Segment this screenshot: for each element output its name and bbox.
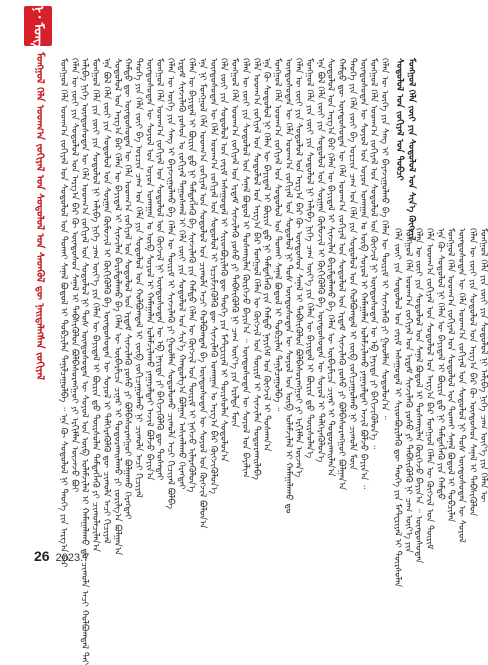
text-column: ᠮᠣᠩᠭᠣᠯ ᠬᠡᠯᠡ ᠤᠳᠬ᠎ᠠ ᠵᠣᠬᠢᠶᠠᠯ ᠤᠨ ᠰᠤᠳᠤᠯᠤᠯ ᠤᠨ ᠲᠤᠬᠠᠢ ᠰᠠᠨᠠᠯ ᠪᠣᠳᠤᠯ ᠢ ᠲᠣᠪᠴᠢᠯᠠᠨ ᠲᠠᠨᠢᠯᠴᠠᠭᠤᠯᠪᠠ ᠃ ᠡᠨᠡ ᠬᠦ ᠰᠤᠳᠤᠯᠤᠯ ᠨᠢ ᠲᠡᠦᠬᠡ ᠶᠢᠨ ᠠᠷᠭ᠎ᠠ ᠪᠠᠷ [58,58,68,568]
text-column: ᠬᠡᠯᠡᠨ ᠦ ᠵᠦᠢ ᠶᠢᠨ ᠰᠤᠳᠤᠯᠤᠯ ᠤᠨ ᠰᠠᠨᠠᠯ ᠪᠣᠳᠤᠯ ᠢ ᠲᠤᠰᠬᠠᠢᠯᠠᠨ ᠬᠦᠷᠭᠡᠵᠦ ᠪᠠᠶᠢᠨ᠎ᠠ ᠃ ᠦᠨᠳᠦᠰᠦᠲᠡᠨ [413,228,423,564]
text-column: ᠮᠣᠩᠭᠣᠯ ᠬᠡᠯᠡ ᠤᠳᠬ᠎ᠠ ᠵᠣᠬᠢᠶᠠᠯ ᠤᠨ ᠡᠷᠳᠡᠮ ᠰᠢᠨᠵᠢᠯᠡᠬᠦ ᠶᠤᠰᠤ ᠶᠢ ᠳᠡᠪᠰᠢᠭᠦᠯᠬᠦ ᠨᠢ ᠴᠠᠭ ᠦᠶ᠎ᠡ ᠶᠢᠨ ᠡᠷᠢᠯᠲᠡ ᠮᠥᠨ [229,58,239,428]
text-column: ᠮᠣᠩᠭᠣᠯ ᠬᠡᠯᠡ ᠶᠢᠨ ᠵᠦᠢ ᠶᠢᠨ ᠰᠤᠳᠤᠯᠤᠯ ᠨᠢ ᠠᠯᠢᠪᠠ ᠨᠢᠭᠡ ᠴᠠᠭ ᠦᠶ᠎ᠡ ᠶᠢᠨ ᠬᠡᠯᠡᠨ ᠦ [478,228,488,503]
text-column: ᠬᠡᠯᠡᠨ ᠦ ᠦᠭᠡ ᠶᠢᠨ ᠰᠠᠩ ᠢ ᠪᠠᠶᠠᠵᠢᠭᠤᠯᠬᠤ ᠪᠠ ᠬᠡᠯᠡᠨ ᠦ ᠳᠦᠷᠢᠮ ᠢ ᠰᠢᠨᠵᠢᠯᠡᠬᠦ ᠶᠢ ᠭᠣᠣᠯᠯᠠᠨ ᠰᠤᠳᠤᠯᠤᠬᠤ ᠴᠢᠬᠤᠯᠠ ᠠᠴᠢ ᠬᠢᠴᠢᠶᠡᠯ ᠪᠣᠯᠪᠠ [165,58,175,509]
section-heading-line: ᠰᠤᠳᠤᠯᠤᠯ ᠤᠨ ᠵᠣᠬᠢᠶᠠᠯ ᠤᠨ ᠲᠣᠪᠴᠢ [394,58,404,181]
text-column: ᠮᠣᠩᠭᠣᠯ ᠬᠡᠯᠡ ᠤᠳᠬ᠎ᠠ ᠵᠣᠬᠢᠶᠠᠯ ᠤᠨ ᠰᠤᠳᠤᠯᠤᠯ ᠤᠨ ᠬᠥᠭᠵᠢᠯ ᠨᠢ ᠦᠨᠳᠦᠰᠦᠲᠡᠨ ᠦ ᠡᠪ ᠨᠡᠶᠢᠲᠡ ᠶᠢ ᠪᠡᠬᠢᠵᠢᠭᠦᠯᠬᠦ ᠳᠦ ᠲᠤᠰᠠᠲᠠᠢ [154,58,164,481]
running-title: ᠮᠣᠩᠭᠣᠯ ᠬᠡᠯᠡ ᠤᠳᠬ᠎ᠠ ᠵᠣᠬᠢᠶᠠᠯ ᠤᠨ ᠰᠤᠳᠤᠯᠤᠯ ᠤᠨ ᠰᠡᠳᠬᠦᠯ ᠳᠦ ᠨᠡᠢᠲᠡᠯᠡᠭᠰᠡᠨ ᠵᠣᠬᠢᠶᠠᠯ [34,52,45,380]
text-column: ᠡᠨᠡ ᠪᠣᠯ ᠬᠡᠯᠡ ᠵᠦᠢ ᠶᠢᠨ ᠰᠤᠳᠤᠯᠤᠯ ᠤᠨ ᠰᠤᠷᠭᠠᠨ ᠬᠥᠮᠦᠵᠢᠯ ᠢ ᠬᠥᠬᠢᠭᠦᠯᠬᠦ ᠪᠠ ᠦᠨᠳᠦᠰᠦᠲᠡᠨ ᠦ ᠰᠣᠶᠣᠯ ᠢ ᠳᠡᠯᠭᠡᠷᠡᠭᠦᠯᠬᠦ ᠳᠦ ᠴᠢᠬᠤᠯᠠ ᠠᠴᠢ ᠬᠢᠴᠢᠶᠡᠯ [101,58,111,544]
text-column: ᠡᠷᠳᠡᠮ ᠰᠢᠨᠵᠢᠯᠡᠬᠦ ᠶᠤᠰᠤᠨ ᠤ ᠵᠣᠬᠢᠶᠠᠯ ᠳᠠᠭᠤᠰᠬᠠᠯ ᠢ ᠬᠡᠯᠡ ᠵᠦᠢ ᠶᠢᠨ ᠰᠤᠳᠤᠯᠤᠯ ᠤᠨ ᠰᠢᠨ᠎ᠡ ᠬᠠᠨᠳᠤᠯᠭ᠎ᠠ ᠪᠣᠯᠭᠠᠨ ᠠᠰᠢᠭᠯᠠᠬᠤ ᠬᠡᠷᠡᠭᠲᠡᠢ [176,58,186,490]
text-column: ᠲᠡᠦᠬᠡ ᠶᠢᠨ ᠬᠡᠯᠡ ᠵᠦᠢ ᠪᠠ ᠣᠷᠴᠢᠨ ᠴᠠᠭ ᠤᠨ ᠬᠡᠯᠡ ᠶᠢᠨ ᠰᠤᠳᠤᠯᠤᠯ ᠤᠨ ᠬᠣᠯᠪᠣᠭᠳᠠᠯ ᠢ ᠵᠥᠪ ᠵᠣᠬᠢᠴᠠᠭᠤᠯᠬᠤ ᠨᠢ ᠴᠢᠬᠤᠯᠠ ᠠᠴᠢ ᠬᠢᠴᠢᠶᠡᠯ [133,58,143,498]
text-column: ᠬᠡᠯᠡᠨ ᠦ ᠦᠭᠡ ᠶᠢᠨ ᠰᠠᠩ ᠢ ᠪᠠᠶᠠᠵᠢᠭᠤᠯᠬᠤ ᠪᠠ ᠬᠡᠯᠡᠨ ᠦ ᠳᠦᠷᠢᠮ ᠢ ᠰᠢᠨᠵᠢᠯᠡᠬᠦ ᠶᠢ ᠭᠣᠣᠯᠯᠠᠨ ᠰᠤᠳᠤᠯᠤᠨ᠎ᠠ ᠃ [379,58,389,420]
text-column: ᠲᠡᠦᠬᠡ ᠶᠢᠨ ᠬᠡᠯᠡ ᠵᠦᠢ ᠪᠠ ᠣᠷᠴᠢᠨ ᠴᠠᠭ ᠤᠨ ᠬᠡᠯᠡ ᠶᠢᠨ ᠰᠤᠳᠤᠯᠤᠯ ᠤᠨ ᠬᠣᠯᠪᠣᠭᠳᠠᠯ ᠢ ᠵᠥᠪ ᠵᠣᠬᠢᠴᠠᠭᠤᠯᠬᠤ ᠨᠢ ᠴᠢᠬᠤᠯᠠ ᠮᠥᠨ [347,58,357,471]
text-column: ᠬᠠᠮᠲᠤ ᠳᠦ ᠦᠨᠳᠦᠰᠦᠲᠡᠨ ᠦ ᠬᠡᠯᠡ ᠤᠳᠬ᠎ᠠ ᠵᠣᠬᠢᠶᠠᠯ ᠤᠨ ᠰᠤᠳᠤᠯᠤᠯ ᠤᠨ ᠡᠷᠳᠡᠮ ᠰᠢᠨᠵᠢᠯᠡᠬᠦ ᠶᠤᠰᠤ ᠶᠢ ᠪᠣᠯᠪᠠᠰᠤᠷᠠᠩᠭᠤᠢ ᠪᠣᠯᠭᠠᠨ᠎ᠠ [336,58,346,491]
text-column: ᠰᠤᠳᠤᠯᠤᠯ ᠤᠨ ᠠᠷᠭ᠎ᠠ ᠪᠠᠷ ᠬᠡᠯᠡᠨ ᠦ ᠪᠠᠶᠢᠳᠠᠯ ᠢ ᠰᠢᠨᠵᠢᠯᠡᠨ ᠪᠠᠷᠢᠮᠲᠠᠯᠠᠬᠤ ᠪᠠ ᠬᠡᠯᠡᠨ ᠦ ᠥᠪᠡᠷᠮᠢᠴᠡ ᠴᠢᠨᠠᠷ ᠢ ᠲᠣᠳᠣᠷᠬᠠᠢᠯᠠᠬᠤ ᠶᠢ ᠵᠣᠷᠢᠯᠭ᠎ᠠ ᠪᠣᠯᠭᠠᠨ᠎ᠠ [112,58,122,556]
text-column: ᠬᠡᠯᠡᠨ ᠦ ᠵᠦᠢ ᠶᠢᠨ ᠰᠤᠳᠤᠯᠤᠯ ᠤᠨ ᠠᠷᠭ᠎ᠠ ᠪᠠᠷ ᠬᠦ ᠦᠨᠳᠦᠰᠦᠨ ᠰᠠᠨᠠᠯ ᠢ ᠳᠡᠪᠰᠢᠭᠦᠯᠦᠨ ᠪᠣᠯᠪᠠᠰᠤᠷᠠᠩᠭᠤᠢ ᠶᠢ ᠡᠷᠬᠢᠮᠯᠡᠨ ᠦᠵᠡᠵᠦ ᠪᠣᠢ [69,58,79,493]
text-column: ᠮᠣᠩᠭᠣᠯ ᠬᠡᠯᠡ ᠤᠳᠬ᠎ᠠ ᠵᠣᠬᠢᠶᠠᠯ ᠤᠨ ᠰᠤᠳᠤᠯᠤᠯ ᠤᠨ ᠲᠤᠬᠠᠢ ᠰᠠᠨᠠᠯ ᠪᠣᠳᠤᠯ ᠢ ᠲᠣᠪᠴᠢᠯᠠᠨ ᠲᠠᠨᠢᠯᠴᠠᠭᠤᠯᠪᠠ ᠃ [272,58,282,412]
text-column: ᠬᠡᠯᠡ ᠵᠦᠢ ᠶᠢᠨ ᠰᠤᠳᠤᠯᠤᠯ ᠤᠨ ᠵᠠᠷᠢᠮ ᠠᠰᠠᠭᠤᠳᠠᠯ ᠢ ᠰᠢᠢᠳᠪᠦᠷᠢᠯᠡᠬᠦ ᠳᠦ ᠲᠡᠦᠬᠡ ᠶᠢᠨ ᠮᠠᠲ᠋ᠧᠷᠢᠶᠠᠯ ᠢ ᠳᠦᠷᠰᠦᠯᠡᠨ ᠰᠤᠳᠤᠯᠤᠨ᠎ᠠ [218,58,228,462]
page-folio [34,548,89,564]
text-column: ᠡᠨᠡ ᠬᠦ ᠰᠤᠳᠤᠯᠤᠯ ᠨᠢ ᠬᠡᠯᠡᠨ ᠦ ᠪᠠᠶᠢᠳᠠᠯ ᠢ ᠪᠦᠷᠢᠨ ᠳ᠋ᠦ ᠨᠢ ᠲᠡᠮᠳᠡᠭᠯᠡᠬᠦ ᠶᠢᠨ ᠬᠠᠮᠲᠤ [435,228,445,500]
text-column: ᠦᠨᠳᠦᠰᠦᠲᠡᠨ ᠦ ᠬᠡᠯᠡ ᠤᠳᠬ᠎ᠠ ᠵᠣᠬᠢᠶᠠᠯ ᠤᠨ ᠰᠤᠳᠤᠯᠤᠯ ᠢ ᠡᠷᠴᠢᠮᠵᠢᠭᠦᠯᠬᠦ ᠳᠦ ᠰᠢᠨᠵᠢᠯᠡᠬᠦ ᠤᠬᠠᠭᠠᠨ ᠤ ᠠᠷᠭ᠎ᠠ ᠪᠠᠷ ᠬᠥᠭᠵᠢᠭᠦᠯᠦᠨ᠎ᠡ [208,58,218,494]
text-column: ᠬᠡᠯᠡᠨ ᠦ ᠪᠠᠶᠢᠳᠠᠯ ᠢ ᠪᠦᠷᠢᠨ ᠳ᠋ᠦ ᠨᠢ ᠲᠡᠮᠳᠡᠭᠯᠡᠬᠦ ᠪᠠ ᠰᠢᠨᠵᠢᠯᠡᠬᠦ ᠶᠢᠨ ᠬᠠᠮᠲᠤ ᠬᠡᠯᠡᠨ ᠦ ᠬᠥᠭᠵᠢᠯ ᠤᠨ ᠳᠦᠷᠢᠮ ᠢ ᠨᠡᠬᠡᠵᠦ ᠢᠯᠡᠷᠡᠭᠦᠯᠦᠨ᠎ᠡ [186,58,196,493]
text-column: ᠮᠣᠩᠭᠣᠯ ᠬᠡᠯᠡ ᠤᠳᠬ᠎ᠠ ᠵᠣᠬᠢᠶᠠᠯ ᠤᠨ ᠡᠷᠳᠡᠮ ᠰᠢᠨᠵᠢᠯᠡᠬᠦ ᠶᠤᠰᠤ ᠶᠢ ᠳᠡᠪᠰᠢᠭᠦᠯᠬᠦ ᠨᠢ ᠴᠠᠭ ᠦᠶ᠎ᠡ ᠶᠢᠨ [403,228,413,553]
text-column: ᠦᠨᠳᠦᠰᠦᠲᠡᠨ ᠦ ᠬᠡᠯᠡ ᠤᠳᠬ᠎ᠠ ᠵᠣᠬᠢᠶᠠᠯ ᠤᠨ ᠰᠤᠳᠤᠯᠤᠯ ᠨᠢ ᠲᠤᠰ ᠦᠨᠳᠦᠰᠦᠲᠡᠨ ᠦ ᠰᠣᠶᠣᠯ [456,228,466,543]
text-column: ᠬᠡᠯᠡᠨ ᠦ ᠵᠦᠢ ᠶᠢᠨ ᠰᠤᠳᠤᠯᠤᠯ ᠤᠨ ᠠᠷᠭ᠎ᠠ ᠪᠠᠷ ᠬᠦ ᠦᠨᠳᠦᠰᠦᠨ ᠰᠠᠨᠠᠯ ᠢ ᠳᠡᠪᠰᠢᠭᠦᠯᠦᠨ [467,228,477,517]
text-column: ᠮᠣᠩᠭᠣᠯ ᠬᠡᠯᠡ ᠶᠢᠨ ᠵᠦᠢ ᠶᠢᠨ ᠰᠤᠳᠤᠯᠤᠯ ᠨᠢ ᠠᠯᠢᠪᠠ ᠨᠢᠭᠡ ᠴᠠᠭ ᠦᠶ᠎ᠡ ᠶᠢᠨ ᠬᠡᠯᠡᠨ ᠦ ᠪᠠᠶᠢᠳᠠᠯ ᠢ ᠪᠦᠷᠢᠨ ᠳ᠋ᠦ ᠳᠦᠷᠰᠦᠯᠡᠨ ᠲᠡᠮᠳᠡᠭᠯᠡᠬᠦ ᠶᠢ ᠴᠢᠬᠤᠯᠠᠴᠢᠯᠠᠨ᠎ᠠ [90,58,100,552]
page-number: 26 [34,548,50,564]
text-column: ᠦᠨᠳᠦᠰᠦᠲᠡᠨ ᠦ ᠬᠡᠯᠡ ᠤᠳᠬ᠎ᠠ ᠵᠣᠬᠢᠶᠠᠯ ᠤᠨ ᠰᠤᠳᠤᠯᠤᠯ ᠨᠢ ᠲᠤᠰ ᠦᠨᠳᠦᠰᠦᠲᠡᠨ ᠦ ᠰᠣᠶᠣᠯ ᠤᠨ ᠥᠪ ᠤᠯᠠᠮᠵᠢᠯᠠᠯ ᠢ ᠬᠠᠮᠠᠭᠠᠯᠠᠬᠤ ᠳᠤ [283,58,293,514]
text-column: ᠬᠡᠯᠡ ᠤᠳᠬ᠎ᠠ ᠵᠣᠬᠢᠶᠠᠯ ᠤᠨ ᠰᠤᠳᠤᠯᠤᠯ ᠤᠨ ᠠᠷᠭ᠎ᠠ ᠪᠠᠷ ᠮᠣᠩᠭᠣᠯ ᠬᠡᠯᠡᠨ ᠦ ᠬᠥᠭᠵᠢᠯ ᠤᠨ ᠳᠦᠷᠢᠮ ᠢ ᠰᠢᠨᠵᠢᠯᠡᠨ ᠲᠣᠳᠣᠷᠬᠠᠢᠯᠠᠪᠠ [251,58,261,480]
text-column: ᠡᠨᠡ ᠨᠢ ᠮᠣᠩᠭᠣᠯ ᠬᠡᠯᠡ ᠤᠳᠬ᠎ᠠ ᠵᠣᠬᠢᠶᠠᠯ ᠤᠨ ᠰᠤᠳᠤᠯᠤᠯ ᠤᠨ ᠴᠢᠬᠤᠯᠠ ᠠᠴᠢ ᠬᠣᠯᠪᠣᠭᠳᠠᠯ ᠪᠠ ᠦᠨᠳᠦᠰᠦᠲᠡᠨ ᠦ ᠰᠣᠶᠣᠯ ᠤᠨ ᠬᠥᠭᠵᠢᠯ ᠪᠣᠯᠤᠨ᠎ᠠ [197,58,207,529]
text-column: ᠮᠣᠩᠭᠣᠯ ᠬᠡᠯᠡ ᠤᠳᠬ᠎ᠠ ᠵᠣᠬᠢᠶᠠᠯ ᠤᠨ ᠰᠤᠳᠤᠯᠤᠯ ᠤᠨ ᠲᠤᠬᠠᠢ ᠰᠠᠨᠠᠯ ᠪᠣᠳᠤᠯ ᠢ ᠲᠣᠪᠴᠢᠯᠠᠨ [445,228,455,523]
text-column: ᠬᠡᠯᠡ ᠵᠦᠢ ᠶᠢᠨ ᠰᠤᠳᠤᠯᠤᠯ ᠤᠨ ᠵᠠᠷᠢᠮ ᠠᠰᠠᠭᠤᠳᠠᠯ ᠢ ᠰᠢᠢᠳᠪᠦᠷᠢᠯᠡᠬᠦ ᠳᠦ ᠲᠡᠦᠬᠡ ᠶᠢᠨ ᠮᠠᠲ᠋ᠧᠷᠢᠶᠠᠯ ᠢ ᠳᠦᠷᠰᠦᠯᠡᠨ [392,228,402,588]
text-column: ᠬᠡᠯᠡᠨ ᠦ ᠵᠦᠢ ᠶᠢᠨ ᠰᠤᠳᠤᠯᠤᠯ ᠤᠨ ᠰᠠᠨᠠᠯ ᠪᠣᠳᠤᠯ ᠢ ᠲᠤᠰᠬᠠᠢᠯᠠᠨ ᠬᠦᠷᠭᠡᠵᠦ ᠪᠠᠶᠢᠨ᠎ᠠ ᠃ ᠦᠨᠳᠦᠰᠦᠲᠡᠨ ᠦ ᠰᠣᠶᠣᠯ ᠤᠨ ᠪᠠᠶᠠᠯᠢᠭ [240,58,250,478]
issue-date: 2023.7 [55,552,90,564]
text-column: ᠠᠯᠢᠪᠠ ᠨᠢᠭᠡ ᠦᠨᠳᠦᠰᠦᠲᠡᠨ ᠦ ᠬᠡᠯᠡ ᠤᠳᠬ᠎ᠠ ᠵᠣᠬᠢᠶᠠᠯ ᠤᠨ ᠰᠤᠳᠤᠯᠤᠯ ᠨᠢ ᠲᠤᠰ ᠦᠨᠳᠦᠰᠦᠲᠡᠨ ᠦ ᠰᠣᠶᠣᠯ ᠤᠨ ᠥᠪ ᠤᠯᠠᠮᠵᠢᠯᠠᠯ ᠢ ᠬᠠᠮᠠᠭᠠᠯᠠᠬᠤ ᠳᠤ ᠴᠢᠬᠤᠯᠠ ᠠᠴᠢ ᠬᠣᠯᠪᠣᠭᠳᠠᠯ ᠲᠠᠢ [79,58,89,665]
text-column: ᠦᠨᠳᠦᠰᠦᠲᠡᠨ ᠦ ᠰᠣᠶᠣᠯ ᠤᠨ ᠣᠶᠤᠨ ᠤᠬᠠᠭᠠᠨ ᠤ ᠥᠪ ᠰᠣᠶᠣᠯ ᠢ ᠬᠠᠮᠠᠭᠠᠯᠠᠨ ᠤᠯᠠᠮᠵᠢᠯᠠᠬᠤ ᠶᠠᠭᠠᠷᠠᠯᠲᠠᠢ ᠠᠵᠢᠯ ᠪᠣᠯᠵᠤ ᠪᠠᠶᠢᠨ᠎ᠠ [144,58,154,481]
section-badge [24,6,52,46]
text-column: ᠡᠨᠡ ᠪᠣᠯ ᠬᠡᠯᠡ ᠵᠦᠢ ᠶᠢᠨ ᠰᠤᠳᠤᠯᠤᠯ ᠤᠨ ᠰᠤᠷᠭᠠᠨ ᠬᠥᠮᠦᠵᠢᠯ ᠢ ᠬᠥᠬᠢᠭᠦᠯᠬᠦ ᠪᠠ ᠦᠨᠳᠦᠰᠦᠲᠡᠨ ᠦ ᠰᠣᠶᠣᠯ ᠢ ᠳᠡᠯᠭᠡᠷᠡᠭᠦᠯᠦᠨ᠎ᠡ [315,58,325,463]
text-column: ᠬᠡᠯᠡᠨ ᠦ ᠵᠦᠢ ᠶᠢᠨ ᠰᠤᠳᠤᠯᠤᠯ ᠤᠨ ᠠᠷᠭ᠎ᠠ ᠪᠠᠷ ᠬᠦ ᠦᠨᠳᠦᠰᠦᠨ ᠰᠠᠨᠠᠯ ᠢ ᠳᠡᠪᠰᠢᠭᠦᠯᠦᠨ ᠪᠣᠯᠪᠠᠰᠤᠷᠠᠩᠭᠤᠢ ᠶᠢ ᠡᠷᠬᠢᠮᠯᠡᠨ ᠦᠵᠡᠨ᠎ᠡ [293,58,303,478]
text-column: ᠮᠣᠩᠭᠣᠯ ᠬᠡᠯᠡ ᠶᠢᠨ ᠵᠦᠢ ᠶᠢᠨ ᠰᠤᠳᠤᠯᠤᠯ ᠨᠢ ᠠᠯᠢᠪᠠ ᠨᠢᠭᠡ ᠴᠠᠭ ᠦᠶ᠎ᠡ ᠶᠢᠨ ᠬᠡᠯᠡᠨ ᠦ ᠪᠠᠶᠢᠳᠠᠯ ᠢ ᠪᠦᠷᠢᠨ ᠳ᠋ᠦ ᠳᠦᠷᠰᠦᠯᠡᠨ᠎ᠡ [304,58,314,459]
section-heading-line: ᠮᠣᠩᠭᠣᠯ ᠬᠡᠯᠡ ᠵᠦᠢ ᠶᠢᠨ ᠰᠤᠳᠤᠯᠤᠯ ᠤᠨ ᠰᠢᠨ᠎ᠡ ᠬᠥᠭᠵᠢᠯ [406,58,416,241]
badge-text: ᠨ᠂ ᠮᠣᠩ [30,4,46,48]
text-column: ᠰᠤᠳᠤᠯᠤᠯ ᠤᠨ ᠠᠷᠭ᠎ᠠ ᠪᠠᠷ ᠬᠡᠯᠡᠨ ᠦ ᠪᠠᠶᠢᠳᠠᠯ ᠢ ᠰᠢᠨᠵᠢᠯᠡᠨ ᠪᠠᠷᠢᠮᠲᠠᠯᠠᠬᠤ ᠪᠠ ᠬᠡᠯᠡᠨ ᠦ ᠥᠪᠡᠷᠮᠢᠴᠡ ᠴᠢᠨᠠᠷ ᠢ ᠲᠣᠳᠣᠷᠬᠠᠢᠯᠠᠨ᠎ᠠ [325,58,335,477]
text-column: ᠬᠡᠯᠡ ᠤᠳᠬ᠎ᠠ ᠵᠣᠬᠢᠶᠠᠯ ᠤᠨ ᠰᠤᠳᠤᠯᠤᠯ ᠤᠨ ᠠᠷᠭ᠎ᠠ ᠪᠠᠷ ᠮᠣᠩᠭᠣᠯ ᠬᠡᠯᠡᠨ ᠦ ᠬᠥᠭᠵᠢᠯ ᠤᠨ ᠳᠦᠷᠢᠮ [424,228,434,550]
text-column: ᠡᠨᠡ ᠬᠦ ᠰᠤᠳᠤᠯᠤᠯ ᠨᠢ ᠬᠡᠯᠡᠨ ᠦ ᠪᠠᠶᠢᠳᠠᠯ ᠢ ᠪᠦᠷᠢᠨ ᠳ᠋ᠦ ᠨᠢ ᠲᠡᠮᠳᠡᠭᠯᠡᠬᠦ ᠶᠢᠨ ᠬᠠᠮᠲᠤ ᠨᠡᠶᠢᠭᠡᠮ ᠤᠨ ᠬᠥᠭᠵᠢᠯ ᠢ ᠲᠤᠰᠬᠠᠨ᠎ᠠ [261,58,271,452]
text-column: ᠬᠠᠮᠲᠤ ᠳᠦ ᠦᠨᠳᠦᠰᠦᠲᠡᠨ ᠦ ᠬᠡᠯᠡ ᠤᠳᠬ᠎ᠠ ᠵᠣᠬᠢᠶᠠᠯ ᠤᠨ ᠰᠤᠳᠤᠯᠤᠯ ᠤᠨ ᠡᠷᠳᠡᠮ ᠰᠢᠨᠵᠢᠯᠡᠬᠦ ᠶᠤᠰᠤ ᠶᠢ ᠪᠣᠯᠪᠠᠰᠤᠷᠠᠩᠭᠤᠢ ᠪᠣᠯᠭᠠᠬᠤ ᠬᠡᠷᠡᠭᠲᠡᠢ [122,58,132,520]
text-column: ᠮᠣᠩᠭᠣᠯ ᠬᠡᠯᠡ ᠤᠳᠬ᠎ᠠ ᠵᠣᠬᠢᠶᠠᠯ ᠤᠨ ᠰᠤᠳᠤᠯᠤᠯ ᠤᠨ ᠬᠥᠭᠵᠢᠯ ᠨᠢ ᠦᠨᠳᠦᠰᠦᠲᠡᠨ ᠦ ᠡᠪ ᠨᠡᠶᠢᠲᠡ ᠶᠢ ᠪᠡᠬᠢᠵᠢᠭᠦᠯᠦᠨ᠎ᠡ ᠃ [368,58,378,450]
text-column: ᠦᠨᠳᠦᠰᠦᠲᠡᠨ ᠦ ᠰᠣᠶᠣᠯ ᠤᠨ ᠣᠶᠤᠨ ᠤᠬᠠᠭᠠᠨ ᠤ ᠥᠪ ᠰᠣᠶᠣᠯ ᠢ ᠬᠠᠮᠠᠭᠠᠯᠠᠨ ᠤᠯᠠᠮᠵᠢᠯᠠᠬᠤ ᠶᠠᠭᠠᠷᠠᠯᠲᠠᠢ ᠠᠵᠢᠯ ᠪᠣᠯᠵᠤ ᠪᠠᠶᠢᠨ᠎ᠠ ᠃ [358,58,368,490]
